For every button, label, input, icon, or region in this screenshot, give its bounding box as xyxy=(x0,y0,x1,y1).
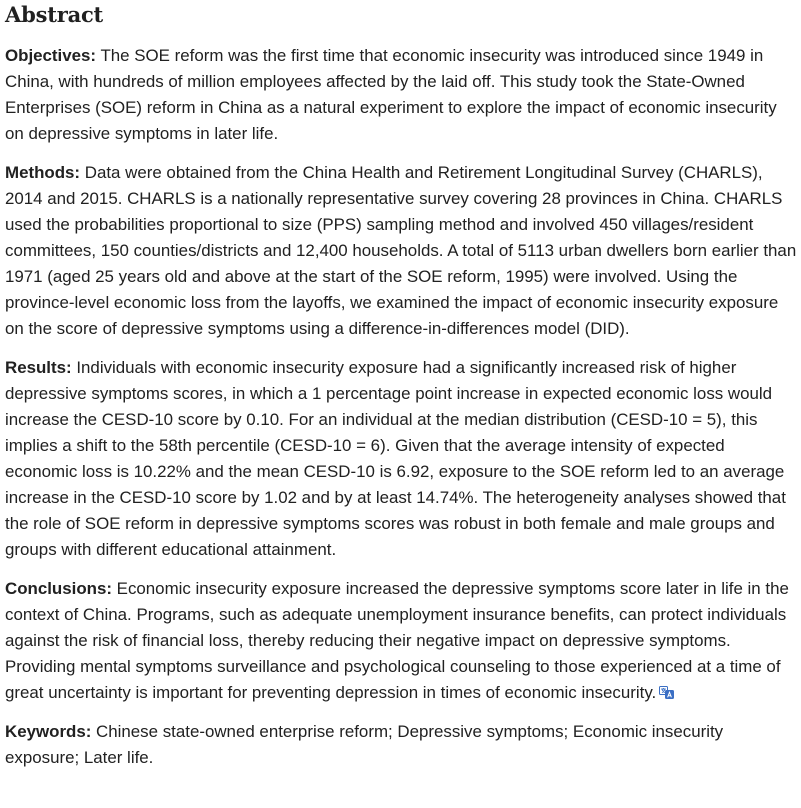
objectives-section xyxy=(5,43,799,147)
conclusions-section xyxy=(5,576,799,706)
objectives-label: Objectives: xyxy=(5,46,97,65)
methods-section xyxy=(5,160,799,342)
keywords-section xyxy=(5,719,799,771)
keywords-label: Keywords: xyxy=(5,722,92,741)
abstract-container xyxy=(5,0,799,771)
conclusions-label: Conclusions: xyxy=(5,579,112,598)
keywords-text: Chinese state-owned enterprise reform; Depressive symptoms; Economic insecurity exposure; Later life. xyxy=(5,722,724,767)
results-text: Individuals with economic insecurity exposure had a significantly increased risk of higher depressive symptoms scores, in which a 1 percentage point increase in expected economic loss would increase the CESD-10 score by 0.10. For an individual at the median distribution (CESD-10 = 5), this implies a shift to the 58th percentile (CESD-10 = 6). Given that the average intensity of expected economic loss is 10.22% and the mean CESD-10 is 6.92, exposure to the SOE reform led to an average increase in the CESD-10 score by 1.02 and by at least 14.74%. The heterogeneity analyses showed that the role of SOE reform in depressive symptoms scores was robust in both female and male groups and groups with different educational attainment. xyxy=(5,358,786,559)
conclusions-text: Economic insecurity exposure increased the depressive symptoms score later in life in the context of China. Programs, such as adequate unemployment insurance benefits, can protect individuals against the risk of financial loss, thereby reducing their negative impact on depressive symptoms. Providing mental symptoms surveillance and psychological counseling to those experienced at a time of great uncertainty is important for preventing depression in times of economic insecurity. xyxy=(5,579,789,702)
results-section xyxy=(5,355,799,563)
methods-label: Methods: xyxy=(5,163,81,182)
objectives-text: The SOE reform was the first time that economic insecurity was introduced since 1949 in China, with hundreds of million employees affected by the laid off. This study took the State-Owned Enterprises (SOE) reform in China as a natural experiment to explore the impact of economic insecurity on depressive symptoms in later life. xyxy=(5,46,777,143)
results-label: Results: xyxy=(5,358,72,377)
translate-icon[interactable] xyxy=(659,681,674,694)
abstract-heading: Abstract xyxy=(5,2,104,27)
methods-text: Data were obtained from the China Health and Retirement Longitudinal Survey (CHARLS), 2014 and 2015. CHARLS is a nationally representative survey covering 28 provinces in China. CHARLS used the probabilities proportional to size (PPS) sampling method and involved 450 villages/resident committees, 150 counties/districts and 12,400 households. A total of 5113 urban dwellers born earlier than 1971 (aged 25 years old and above at the start of the SOE reform, 1995) were involved. Using the province-level economic loss from the layoffs, we examined the impact of economic insecurity exposure on the score of depressive symptoms using a difference-in-differences model (DID). xyxy=(5,163,797,338)
